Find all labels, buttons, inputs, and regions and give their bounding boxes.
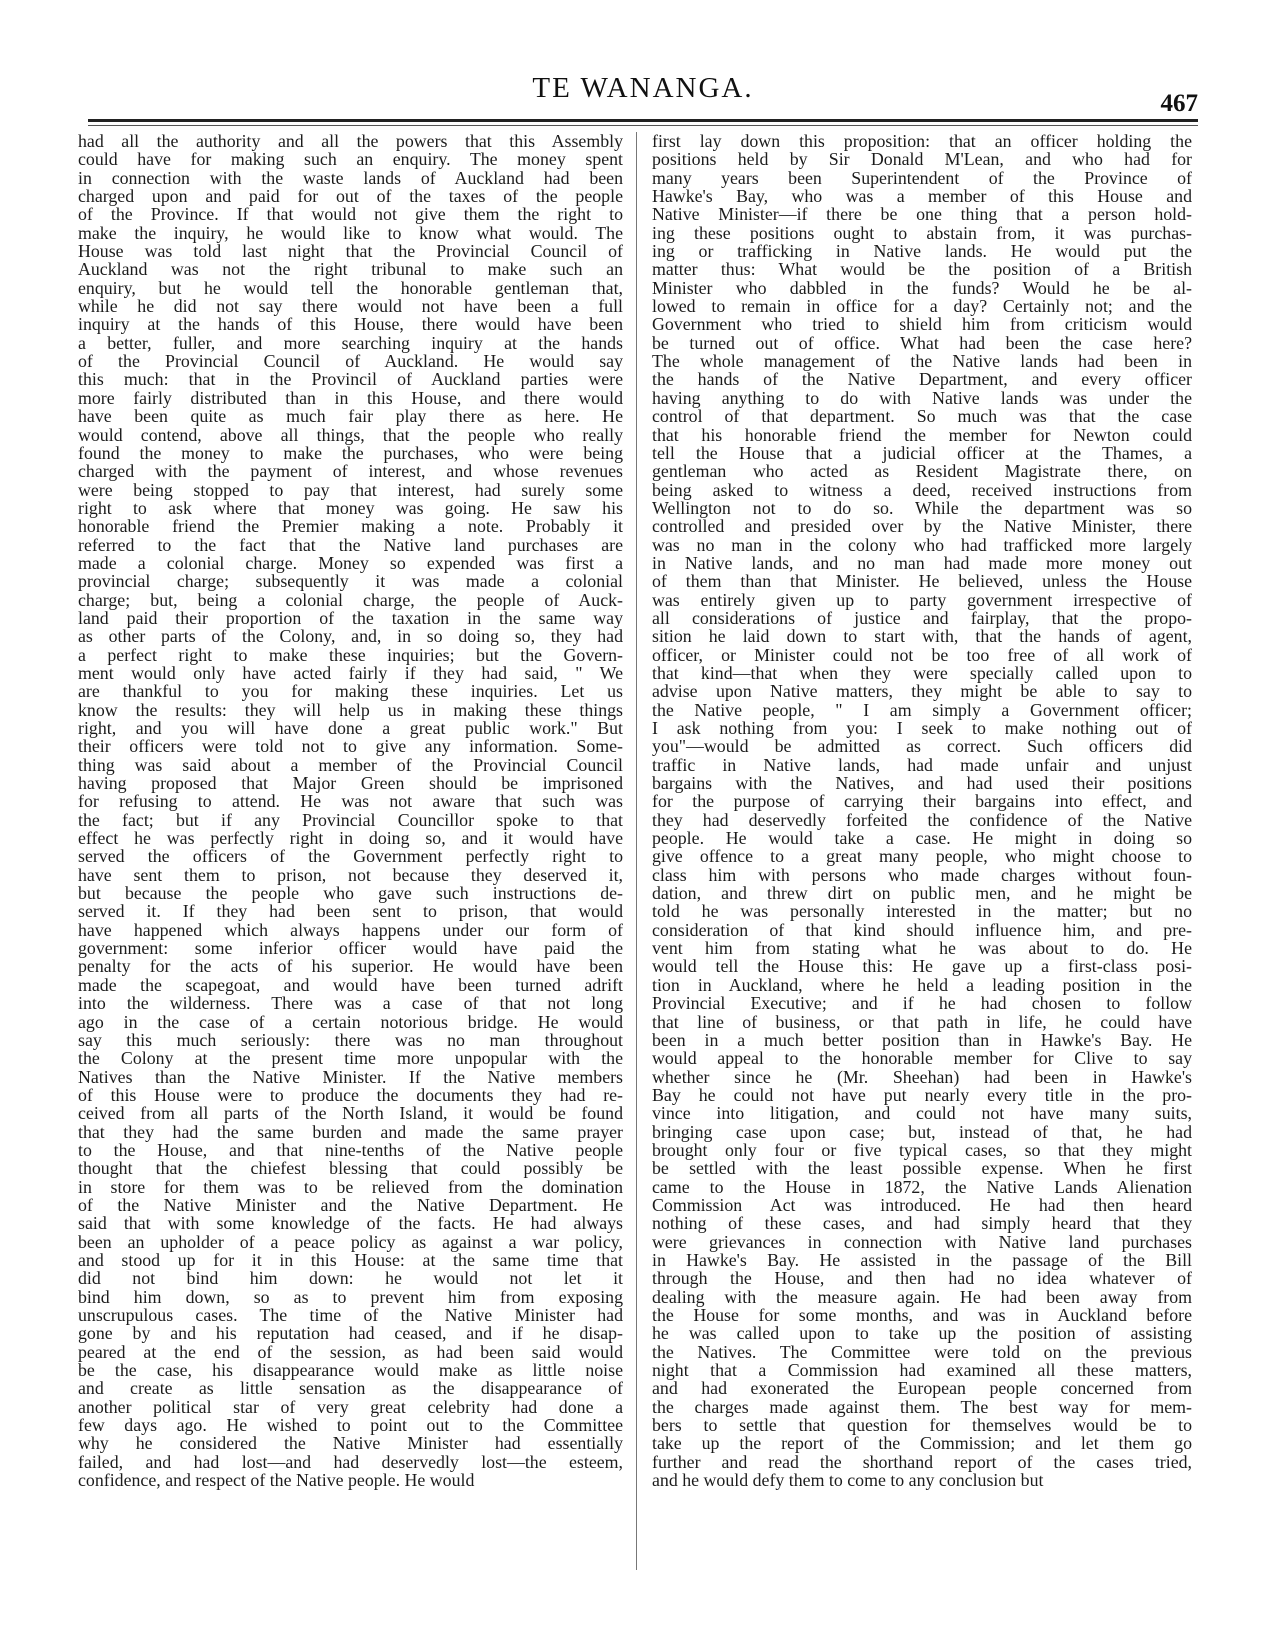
text-line: that kind—that when they were specially called upon to bbox=[652, 662, 1192, 683]
text-line: inquiry at the hands of this House, there would have been bbox=[78, 314, 623, 335]
text-line: vince into litigation, and could not have many suits, bbox=[652, 1103, 1192, 1124]
text-line: would tell the House this: He gave up a first-class posi- bbox=[652, 956, 1192, 977]
text-line: many years been Superintendent of the Province of bbox=[652, 167, 1192, 188]
text-line: ing these positions ought to abstain from, it was purchas- bbox=[652, 222, 1192, 243]
text-line: people. He would take a case. He might in doing so bbox=[652, 828, 1192, 849]
text-line: the fact; but if any Provincial Councillor spoke to that bbox=[78, 809, 623, 830]
text-line: right to ask where that money was going. He saw his bbox=[78, 497, 623, 518]
text-line: confidence, and respect of the Native people. He would bbox=[78, 1470, 475, 1491]
text-line: would contend, above all things, that the people who really bbox=[78, 424, 623, 445]
text-line: he was called upon to take up the position of assisting bbox=[652, 1323, 1192, 1344]
newspaper-title: TE WANANGA. bbox=[532, 72, 754, 104]
text-line: Wellington not to do so. While the department was so bbox=[652, 497, 1192, 518]
text-line: know the results: they will help us in making these things bbox=[78, 699, 623, 720]
text-line: peared at the end of the session, as had been said would bbox=[78, 1341, 623, 1362]
text-line: been an upholder of a peace policy as against a war policy, bbox=[78, 1231, 623, 1252]
text-line: been in a much better position than in Hawke's Bay. He bbox=[652, 1029, 1192, 1050]
text-line: the Colony at the present time more unpopular with the bbox=[78, 1048, 623, 1069]
text-line: that they had the same burden and made the same prayer bbox=[78, 1121, 623, 1142]
text-line: served it. If they had been sent to prison, that would bbox=[78, 901, 623, 922]
text-line: tell the House that a judicial officer at the Thames, a bbox=[652, 442, 1192, 463]
text-line: advise upon Native matters, they might be able to say to bbox=[652, 681, 1192, 702]
text-line: make the inquiry, he would like to know what would. The bbox=[78, 222, 623, 243]
text-line: positions held by Sir Donald M'Lean, and who had for bbox=[652, 149, 1192, 170]
text-line: unscrupulous cases. The time of the Native Minister had bbox=[78, 1305, 623, 1325]
masthead bbox=[88, 72, 1198, 124]
text-line: vent him from stating what he was about to do. He bbox=[652, 938, 1192, 959]
text-line: had all the authority and all the powers that this Assembly bbox=[78, 132, 623, 151]
text-line: having anything to do with Native lands was under the bbox=[652, 387, 1192, 408]
text-line: said that with some knowledge of the facts. He had always bbox=[78, 1213, 623, 1234]
text-line: further and read the shorthand report of the cases tried, bbox=[652, 1451, 1192, 1472]
page-number: 467 bbox=[1160, 90, 1198, 117]
text-line: Hawke's Bay, who was a member of this House and bbox=[652, 186, 1192, 207]
text-line: Auckland was not the right tribunal to make such an bbox=[78, 259, 623, 280]
text-line: made a colonial charge. Money so expended was first a bbox=[78, 552, 623, 573]
text-line: be turned out of office. What had been the case here? bbox=[652, 332, 1192, 353]
text-line: ment would only have acted fairly if they had said, " We bbox=[78, 662, 623, 683]
text-line: Natives than the Native Minister. If the Native members bbox=[78, 1066, 623, 1087]
text-line: government: some inferior officer would have paid the bbox=[78, 938, 623, 959]
text-line: the charges made against them. The best way for mem- bbox=[652, 1396, 1192, 1417]
text-line: the House for some months, and was in Auckland before bbox=[652, 1305, 1192, 1325]
text-line: say this much seriously: there was no man throughout bbox=[78, 1029, 623, 1050]
text-line: in store for them was to be relieved from the domination bbox=[78, 1176, 623, 1197]
text-line: were being stopped to pay that interest, had surely some bbox=[78, 479, 623, 500]
text-line: charge; but, being a colonial charge, the people of Auck- bbox=[78, 589, 623, 610]
text-line: class him with persons who made charges without foun- bbox=[652, 864, 1192, 885]
text-line: lowed to remain in office for a day? Certainly not; and the bbox=[652, 296, 1192, 317]
text-line: and had exonerated the European people concerned from bbox=[652, 1378, 1192, 1399]
text-line: ago in the case of a certain notorious bridge. He would bbox=[78, 1011, 623, 1032]
text-line: have happened which always happens under our form of bbox=[78, 919, 623, 940]
text-line: ceived from all parts of the North Island, it would be found bbox=[78, 1103, 623, 1124]
left-column bbox=[78, 132, 623, 1572]
text-line: served the officers of the Government perfectly right to bbox=[78, 846, 623, 867]
text-line: the Natives. The Committee were told on the previous bbox=[652, 1341, 1192, 1362]
text-line: are thankful to you for making these inquiries. Let us bbox=[78, 681, 623, 702]
text-line: bringing case upon case; but, instead of that, he had bbox=[652, 1121, 1192, 1142]
text-line: that line of business, or that path in life, he could have bbox=[652, 1011, 1192, 1032]
text-line: why he considered the Native Minister had essentially bbox=[78, 1433, 623, 1454]
text-line: found the money to make the purchases, who were being bbox=[78, 442, 623, 463]
text-line: and stood up for it in this House: at the same time that bbox=[78, 1249, 623, 1270]
text-line: brought only four or five typical cases, so that they might bbox=[652, 1139, 1192, 1160]
text-line: give offence to a great many people, who might choose to bbox=[652, 846, 1192, 867]
text-line: of the Province. If that would not give them the right to bbox=[78, 204, 623, 225]
text-line: provincial charge; subsequently it was made a colonial bbox=[78, 571, 623, 592]
column-divider bbox=[636, 132, 637, 1570]
text-line: first lay down this proposition: that an officer holding the bbox=[652, 132, 1192, 151]
text-line: in connection with the waste lands of Auckland had been bbox=[78, 167, 623, 188]
text-line: be the case, his disappearance would make as little noise bbox=[78, 1360, 623, 1381]
text-line: gone by and his reputation had ceased, and if he disap- bbox=[78, 1323, 623, 1344]
text-line: bind him down, so as to prevent him from exposing bbox=[78, 1286, 623, 1307]
text-line: Provincial Executive; and if he had chosen to follow bbox=[652, 993, 1192, 1014]
text-line: a better, fuller, and more searching inquiry at the hands bbox=[78, 332, 623, 353]
text-line: of this House were to produce the documents they had re- bbox=[78, 1084, 623, 1105]
text-line: through the House, and then had no idea whatever of bbox=[652, 1268, 1192, 1289]
text-line: failed, and had lost—and had deservedly lost—the esteem, bbox=[78, 1451, 623, 1472]
text-line: effect he was perfectly right in doing so, and it would have bbox=[78, 828, 623, 849]
text-line: while he did not say there would not have been a full bbox=[78, 296, 623, 317]
text-line: did not bind him down: he would not let it bbox=[78, 1268, 623, 1289]
text-line: you"—would be admitted as correct. Such officers did bbox=[652, 736, 1192, 757]
text-line: have been quite as much fair play there as here. He bbox=[78, 406, 623, 427]
text-line: another political star of very great celebrity had done a bbox=[78, 1396, 623, 1417]
text-line: was entirely given up to party government irrespective of bbox=[652, 589, 1192, 610]
text-line: as other parts of the Colony, and, in so doing so, they had bbox=[78, 626, 623, 647]
text-line: nothing of these cases, and had simply heard that they bbox=[652, 1213, 1192, 1234]
text-line: of the Native Minister and the Native Department. He bbox=[78, 1194, 623, 1215]
text-line: dation, and threw dirt on public men, and he might be bbox=[652, 883, 1192, 904]
text-line: Native Minister—if there be one thing that a person hold- bbox=[652, 204, 1192, 225]
text-line: honorable friend the Premier making a note. Probably it bbox=[78, 516, 623, 537]
text-line: made the scapegoat, and would have been turned adrift bbox=[78, 974, 623, 995]
text-line: controlled and presided over by the Native Minister, there bbox=[652, 516, 1192, 537]
text-line: tion in Auckland, where he held a leading position in the bbox=[652, 974, 1192, 995]
text-line: but because the people who gave such instructions de- bbox=[78, 883, 623, 904]
text-line: in Hawke's Bay. He assisted in the passage of the Bill bbox=[652, 1249, 1192, 1270]
text-line: into the wilderness. There was a case of that not long bbox=[78, 993, 623, 1014]
text-line: this much: that in the Provincil of Auckland parties were bbox=[78, 369, 623, 390]
text-line: matter thus: What would be the position of a British bbox=[652, 259, 1192, 280]
text-line: night that a Commission had examined all these matters, bbox=[652, 1360, 1192, 1381]
text-line: would appeal to the honorable member for Clive to say bbox=[652, 1048, 1192, 1069]
text-line: be settled with the least possible expense. When he first bbox=[652, 1158, 1192, 1179]
right-column bbox=[652, 132, 1192, 1572]
header-rule-thin bbox=[88, 125, 1198, 126]
text-line: was no man in the colony who had trafficked more largely bbox=[652, 534, 1192, 555]
text-line: thought that the chiefest blessing that could possibly be bbox=[78, 1158, 623, 1179]
text-line: traffic in Native lands, had made unfair and unjust bbox=[652, 754, 1192, 775]
text-line: whether since he (Mr. Sheehan) had been in Hawke's bbox=[652, 1066, 1192, 1087]
text-line: told he was personally interested in the matter; but no bbox=[652, 901, 1192, 922]
text-line: more fairly distributed than in this House, and there would bbox=[78, 387, 623, 408]
text-line: that his honorable friend the member for Newton could bbox=[652, 424, 1192, 445]
text-line: dealing with the measure again. He had been away from bbox=[652, 1286, 1192, 1307]
text-line: were grievances in connection with Native land purchases bbox=[652, 1231, 1192, 1252]
text-line: Minister who dabbled in the funds? Would he be al- bbox=[652, 277, 1192, 298]
text-line: came to the House in 1872, the Native Lands Alienation bbox=[652, 1176, 1192, 1197]
header-rule bbox=[88, 119, 1198, 122]
text-line: land paid their proportion of the taxation in the same way bbox=[78, 607, 623, 628]
text-line: penalty for the acts of his superior. He would have been bbox=[78, 956, 623, 977]
text-line: charged upon and paid for out of the taxes of the people bbox=[78, 186, 623, 207]
text-line: to the House, and that nine-tenths of the Native people bbox=[78, 1139, 623, 1160]
text-line: the hands of the Native Department, and every officer bbox=[652, 369, 1192, 390]
text-line: of them than that Minister. He believed, unless the House bbox=[652, 571, 1192, 592]
text-line: all considerations of justice and fairplay, that the propo- bbox=[652, 607, 1192, 628]
text-line: few days ago. He wished to point out to the Committee bbox=[78, 1415, 623, 1436]
text-line: for the purpose of carrying their bargains into effect, and bbox=[652, 791, 1192, 812]
text-line: of the Provincial Council of Auckland. He would say bbox=[78, 351, 623, 372]
text-line: consideration of that kind should influence him, and pre- bbox=[652, 919, 1192, 940]
text-line: gentleman who acted as Resident Magistrate there, on bbox=[652, 461, 1192, 482]
text-line: ing or trafficking in Native lands. He would put the bbox=[652, 241, 1192, 262]
text-line: control of that department. So much was that the case bbox=[652, 406, 1192, 427]
text-line: the Native people, " I am simply a Government officer; bbox=[652, 699, 1192, 720]
text-line: take up the report of the Commission; and let them go bbox=[652, 1433, 1192, 1454]
text-line: officer, or Minister could not be too free of all work of bbox=[652, 644, 1192, 665]
text-line: thing was said about a member of the Provincial Council bbox=[78, 754, 623, 775]
text-line: bers to settle that question for themselves would be to bbox=[652, 1415, 1192, 1436]
text-line: they had deservedly forfeited the confidence of the Native bbox=[652, 809, 1192, 830]
text-line: being asked to witness a deed, received instructions from bbox=[652, 479, 1192, 500]
text-line: Bay he could not have put nearly every title in the pro- bbox=[652, 1084, 1192, 1105]
text-line: having proposed that Major Green should be imprisoned bbox=[78, 773, 623, 794]
text-line: and create as little sensation as the disappearance of bbox=[78, 1378, 623, 1399]
text-line: The whole management of the Native lands had been in bbox=[652, 351, 1192, 372]
text-line: Government who tried to shield him from criticism would bbox=[652, 314, 1192, 335]
text-line: House was told last night that the Provincial Council of bbox=[78, 241, 623, 262]
text-line: their officers were told not to give any information. Some- bbox=[78, 736, 623, 757]
text-line: right, and you will have done a great public work." But bbox=[78, 718, 623, 738]
text-line: Commission Act was introduced. He had then heard bbox=[652, 1194, 1192, 1215]
text-line: a perfect right to make these inquiries; but the Govern- bbox=[78, 644, 623, 665]
text-line: for refusing to attend. He was not aware that such was bbox=[78, 791, 623, 812]
text-line: could have for making such an enquiry. The money spent bbox=[78, 149, 623, 170]
text-line: enquiry, but he would tell the honorable gentleman that, bbox=[78, 277, 623, 298]
text-line: charged with the payment of interest, and whose revenues bbox=[78, 461, 623, 482]
text-line: sition he laid down to start with, that the hands of agent, bbox=[652, 626, 1192, 647]
text-line: referred to the fact that the Native land purchases are bbox=[78, 534, 623, 555]
text-line: in Native lands, and no man had made more money out bbox=[652, 552, 1192, 573]
text-line: and he would defy them to come to any conclusion but bbox=[652, 1470, 1044, 1491]
text-line: bargains with the Natives, and had used their positions bbox=[652, 773, 1192, 794]
text-line: have sent them to prison, not because they deserved it, bbox=[78, 864, 623, 885]
text-line: I ask nothing from you: I seek to make nothing out of bbox=[652, 718, 1192, 738]
